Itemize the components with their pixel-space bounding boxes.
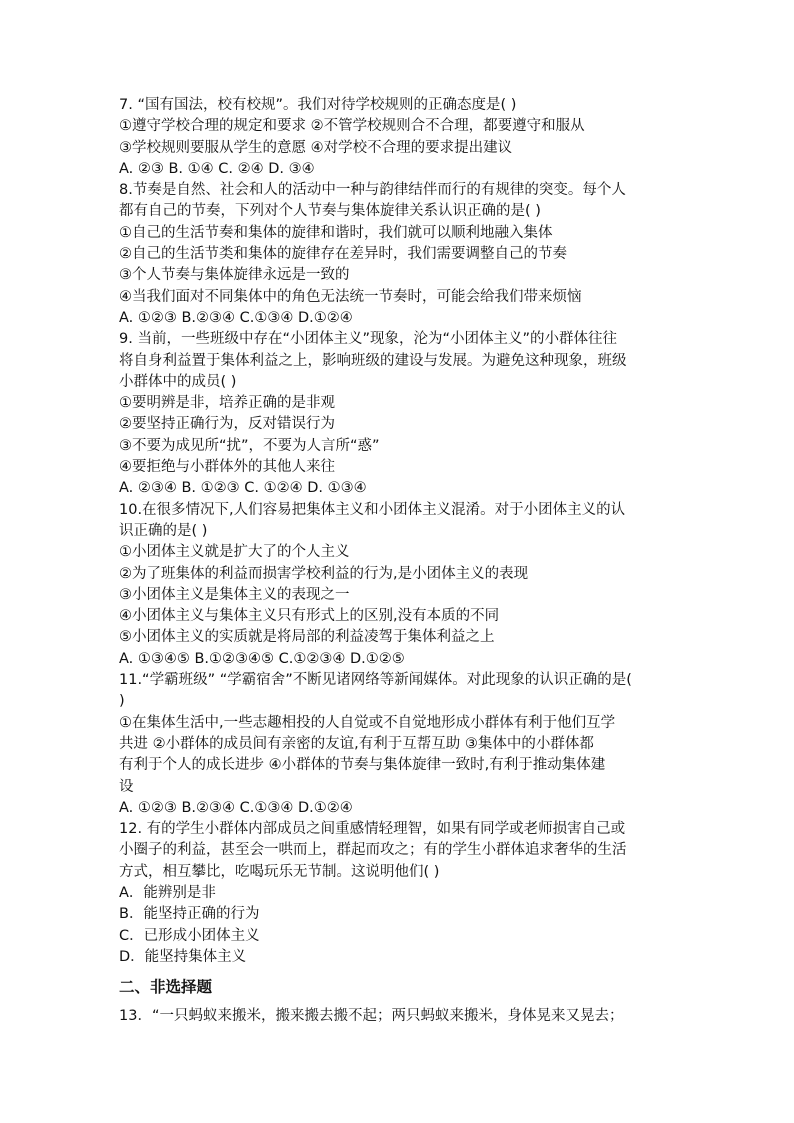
question-10-option-2: ②为了班集体的利益而损害学校利益的行为,是小团体主义的表现 (119, 565, 529, 582)
question-12-stem-line-3: 方式，相互攀比，吃喝玩乐无节制。这说明他们( ) (119, 863, 440, 880)
question-11-options-line-2: 共进 ②小群体的成员间有亲密的友谊,有利于互帮互助 ③集体中的小群体都 (119, 735, 594, 752)
question-12-stem-line-1: 12. 有的学生小群体内部成员之间重感情轻理智，如果有同学或老师损害自己或 (119, 821, 626, 838)
question-10 (119, 500, 679, 670)
question-8-stem-line-1: 8.节奏是自然、社会和人的活动中一种与韵律结伴而行的有规律的突变。每个人 (119, 182, 626, 199)
question-8-stem-line-2: 都有自己的节奏，下列对个人节奏与集体旋律关系认识正确的是( ) (119, 203, 541, 220)
question-12-option-d: D．能坚持集体主义 (119, 948, 247, 965)
question-10-answers: A. ①③④⑤ B.①②③④⑤ C.①②③④ D.①②⑤ (119, 650, 405, 667)
question-12-option-c: C．已形成小团体主义 (119, 927, 260, 944)
question-10-option-4: ④小团体主义与集体主义只有形式上的区别,没有本质的不同 (119, 608, 500, 625)
question-8-answers: A. ①②③ B.②③④ C.①③④ D.①②④ (119, 309, 353, 326)
question-11-options-line-3: 有利于个人的成长进步 ④小群体的节奏与集体旋律一致时,有利于推动集体建 (119, 757, 606, 774)
question-12-stem-line-2: 小圈子的利益，甚至会一哄而上，群起而攻之；有的学生小群体追求奢华的生活 (119, 842, 627, 859)
question-8-option-3: ③个人节奏与集体旋律永远是一致的 (119, 267, 350, 284)
question-11-stem-line-1: 11.“学霸班级” “学霸宿舍”不断见诸网络等新闻媒体。对此现象的认识正确的是( (119, 672, 632, 689)
question-8-option-1: ①自己的生活节奏和集体的旋律和谐时，我们就可以顺利地融入集体 (119, 224, 553, 241)
question-10-option-3: ③小团体主义是集体主义的表现之一 (119, 586, 350, 603)
question-9-option-2: ②要坚持正确行为，反对错误行为 (119, 416, 335, 433)
question-9-stem-line-2: 将自身利益置于集体利益之上，影响班级的建设与发展。为避免这种现象，班级 (119, 352, 627, 369)
question-11-answers: A. ①②③ B.②③④ C.①③④ D.①②④ (119, 799, 353, 816)
question-10-option-5: ⑤小团体主义的实质就是将局部的利益凌驾于集体利益之上 (119, 629, 495, 646)
question-7 (119, 95, 679, 180)
question-7-answers: A. ②③ B. ①④ C. ②④ D. ③④ (119, 160, 315, 177)
question-13-stem: 13．“一只蚂蚁来搬米，搬来搬去搬不起；两只蚂蚁来搬米，身体晃来又晃去； (119, 1008, 624, 1025)
question-8 (119, 180, 679, 329)
question-8-option-4: ④当我们面对不同集体中的角色无法统一节奏时，可能会给我们带来烦恼 (119, 288, 582, 305)
exam-page (119, 95, 679, 1027)
question-12-option-b: B．能坚持正确的行为 (119, 906, 260, 923)
question-9-stem-line-1: 9. 当前，一些班级中存在“小团体主义”现象，沦为“小团体主义”的小群体往往 (119, 331, 617, 348)
question-9 (119, 329, 679, 499)
question-12 (119, 819, 679, 968)
question-7-options-1-2: ①遵守学校合理的规定和要求 ②不管学校规则合不合理，都要遵守和服从 (119, 118, 585, 135)
question-10-option-1: ①小团体主义就是扩大了的个人主义 (119, 544, 350, 561)
question-9-answers: A. ②③④ B. ①②③ C. ①②④ D. ①③④ (119, 480, 367, 497)
question-10-stem-line-2: 识正确的是( ) (119, 522, 208, 539)
question-11 (119, 670, 679, 819)
question-9-option-3: ③不要为成见所“扰”，不要为人言所“惑” (119, 437, 380, 454)
question-11-options-line-4: 设 (119, 778, 134, 795)
question-9-option-4: ④要拒绝与小群体外的其他人来往 (119, 459, 335, 476)
question-8-option-2: ②自己的生活节类和集体的旋律存在差异时，我们需要调整自己的节奏 (119, 246, 567, 263)
question-11-options-line-1: ①在集体生活中,一些志趣相投的人自觉或不自觉地形成小群体有利于他们互学 (119, 714, 616, 731)
question-10-stem-line-1: 10.在很多情况下,人们容易把集体主义和小团体主义混淆。对于小团体主义的认 (119, 501, 626, 518)
question-9-option-1: ①要明辨是非，培养正确的是非观 (119, 395, 335, 412)
question-7-options-3-4: ③学校规则要服从学生的意愿 ④对学校不合理的要求提出建议 (119, 139, 513, 156)
section-title: 二、非选择题 (119, 978, 213, 997)
question-9-stem-line-3: 小群体中的成员( ) (119, 373, 237, 390)
question-7-stem: 7. “国有国法，校有校规”。我们对待学校规则的正确态度是( ) (119, 97, 517, 113)
question-12-option-a: A．能辨别是非 (119, 884, 216, 901)
question-11-stem-line-2: ) (119, 693, 125, 710)
